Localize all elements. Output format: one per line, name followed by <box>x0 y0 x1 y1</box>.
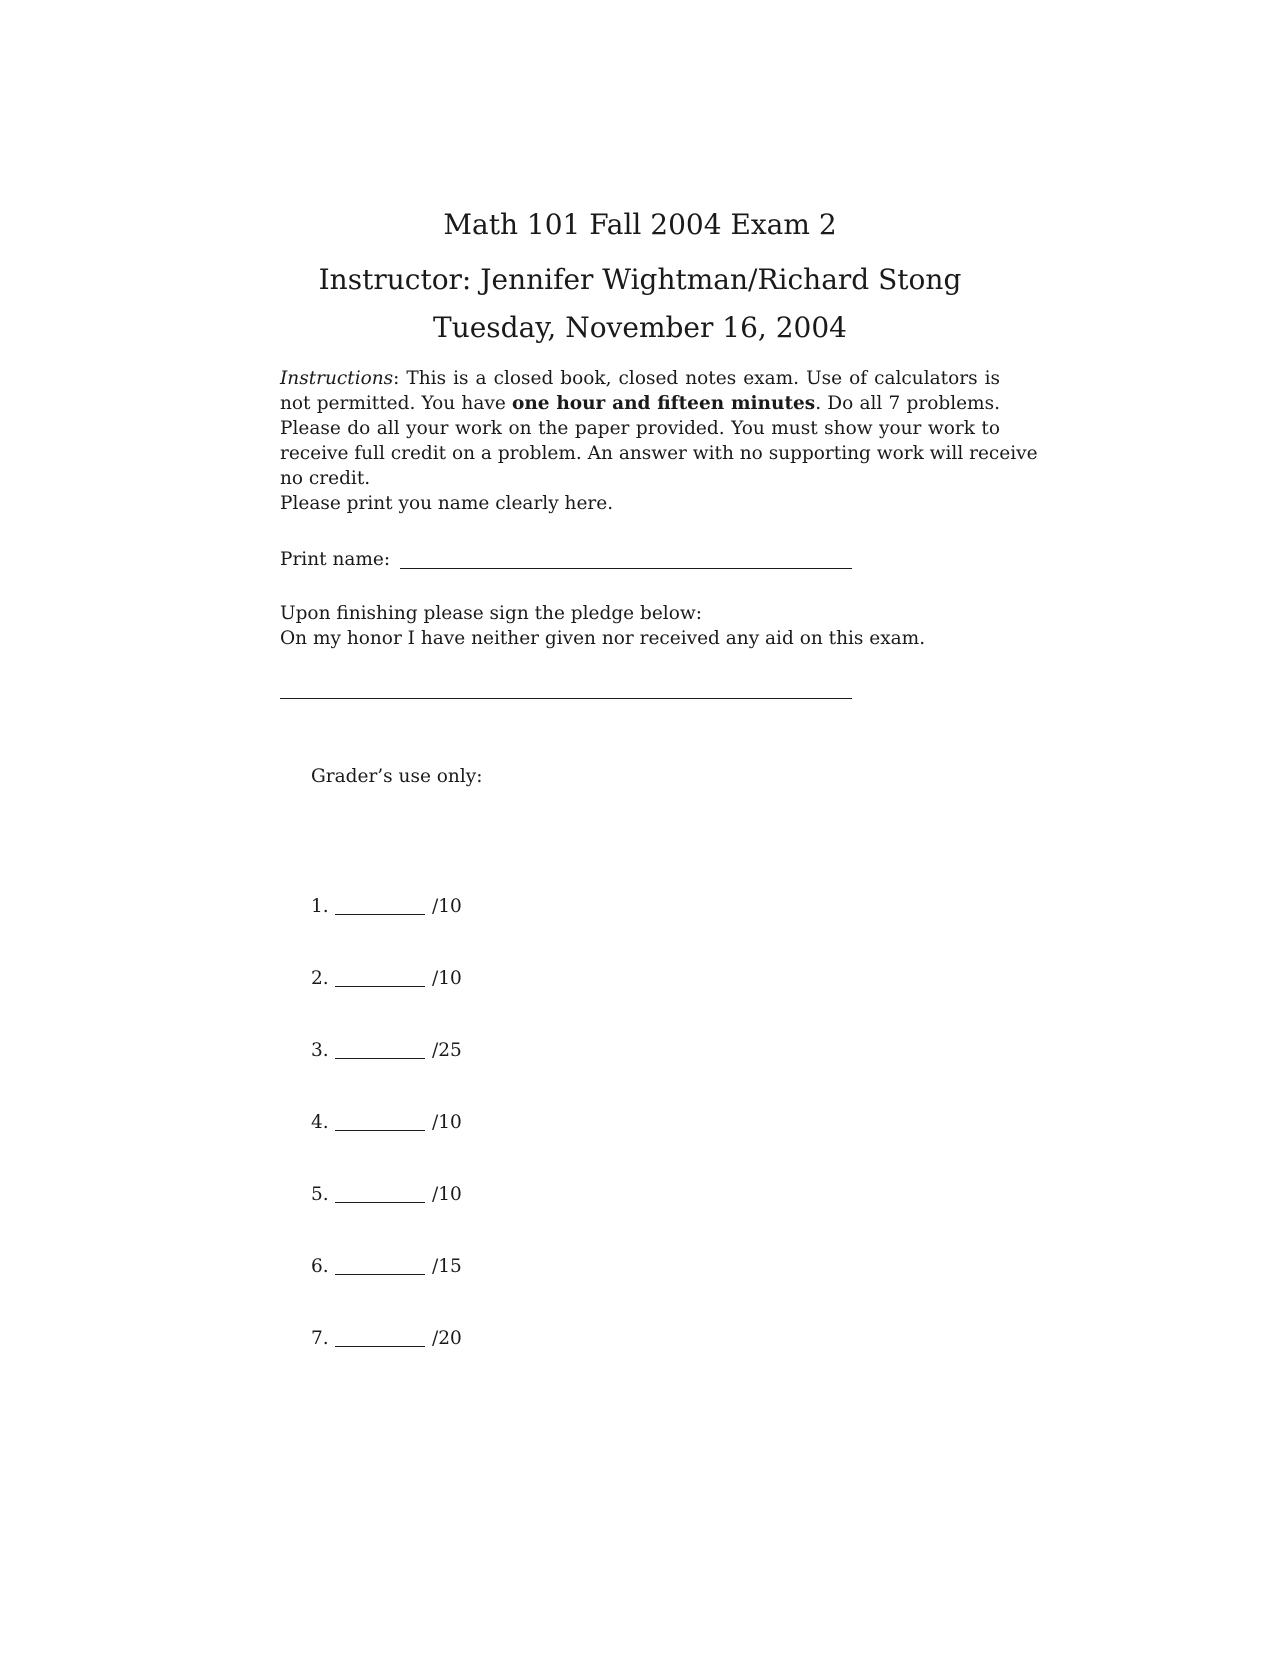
pledge-intro: Upon finishing please sign the pledge below: <box>280 603 702 624</box>
score-row <box>311 1110 462 1135</box>
score-row <box>311 1326 462 1351</box>
problem-total: /10 <box>432 1112 462 1133</box>
score-field[interactable] <box>335 1058 425 1059</box>
print-name-field[interactable] <box>400 568 852 569</box>
score-field[interactable] <box>335 914 425 915</box>
pledge-statement: On my honor I have neither given nor received any aid on this exam. <box>280 628 926 649</box>
instructor-line: Instructor: Jennifer Wightman/Richard Stong <box>318 263 962 296</box>
exam-date: Tuesday, November 16, 2004 <box>433 311 847 344</box>
problem-total: /10 <box>432 896 462 917</box>
signature-field[interactable] <box>280 698 852 699</box>
time-limit: one hour and fifteen minutes <box>511 393 816 414</box>
grader-label: Grader’s use only: <box>311 766 483 787</box>
instructions-line-4: receive full credit on a problem. An answer with no supporting work will receive <box>280 443 1038 464</box>
score-row <box>311 1038 462 1063</box>
instructions-line-1: Instructions: This is a closed book, closed notes exam. Use of calculators is <box>280 368 1000 389</box>
problem-number: 1. <box>311 896 329 917</box>
problem-number: 5. <box>311 1184 329 1205</box>
score-row <box>311 1254 462 1279</box>
instructions-line-6: Please print you name clearly here. <box>280 493 614 514</box>
problem-number: 2. <box>311 968 329 989</box>
instructions-line-2: not permitted. You have one hour and fifteen minutes. Do all 7 problems. <box>280 393 1000 414</box>
score-row <box>311 966 462 991</box>
problem-total: /15 <box>432 1256 462 1277</box>
score-field[interactable] <box>335 1130 425 1131</box>
print-name-label: Print name: <box>280 549 391 570</box>
problem-total: /10 <box>432 968 462 989</box>
score-row <box>311 894 462 919</box>
problem-number: 3. <box>311 1040 329 1061</box>
score-row <box>311 1182 462 1207</box>
score-field[interactable] <box>335 1274 425 1275</box>
instructions-block <box>280 366 1038 516</box>
instructions-label: Instructions <box>280 368 394 389</box>
problem-total: /10 <box>432 1184 462 1205</box>
instructions-line-3: Please do all your work on the paper provided. You must show your work to <box>280 418 1000 439</box>
exam-title: Math 101 Fall 2004 Exam 2 <box>443 208 837 241</box>
score-field[interactable] <box>335 1346 425 1347</box>
problem-number: 6. <box>311 1256 329 1277</box>
problem-number: 7. <box>311 1328 329 1349</box>
problem-total: /25 <box>432 1040 462 1061</box>
problem-total: /20 <box>432 1328 462 1349</box>
print-name-row <box>280 547 852 572</box>
score-field[interactable] <box>335 1202 425 1203</box>
instructions-line-5: no credit. <box>280 468 371 489</box>
score-field[interactable] <box>335 986 425 987</box>
problem-number: 4. <box>311 1112 329 1133</box>
